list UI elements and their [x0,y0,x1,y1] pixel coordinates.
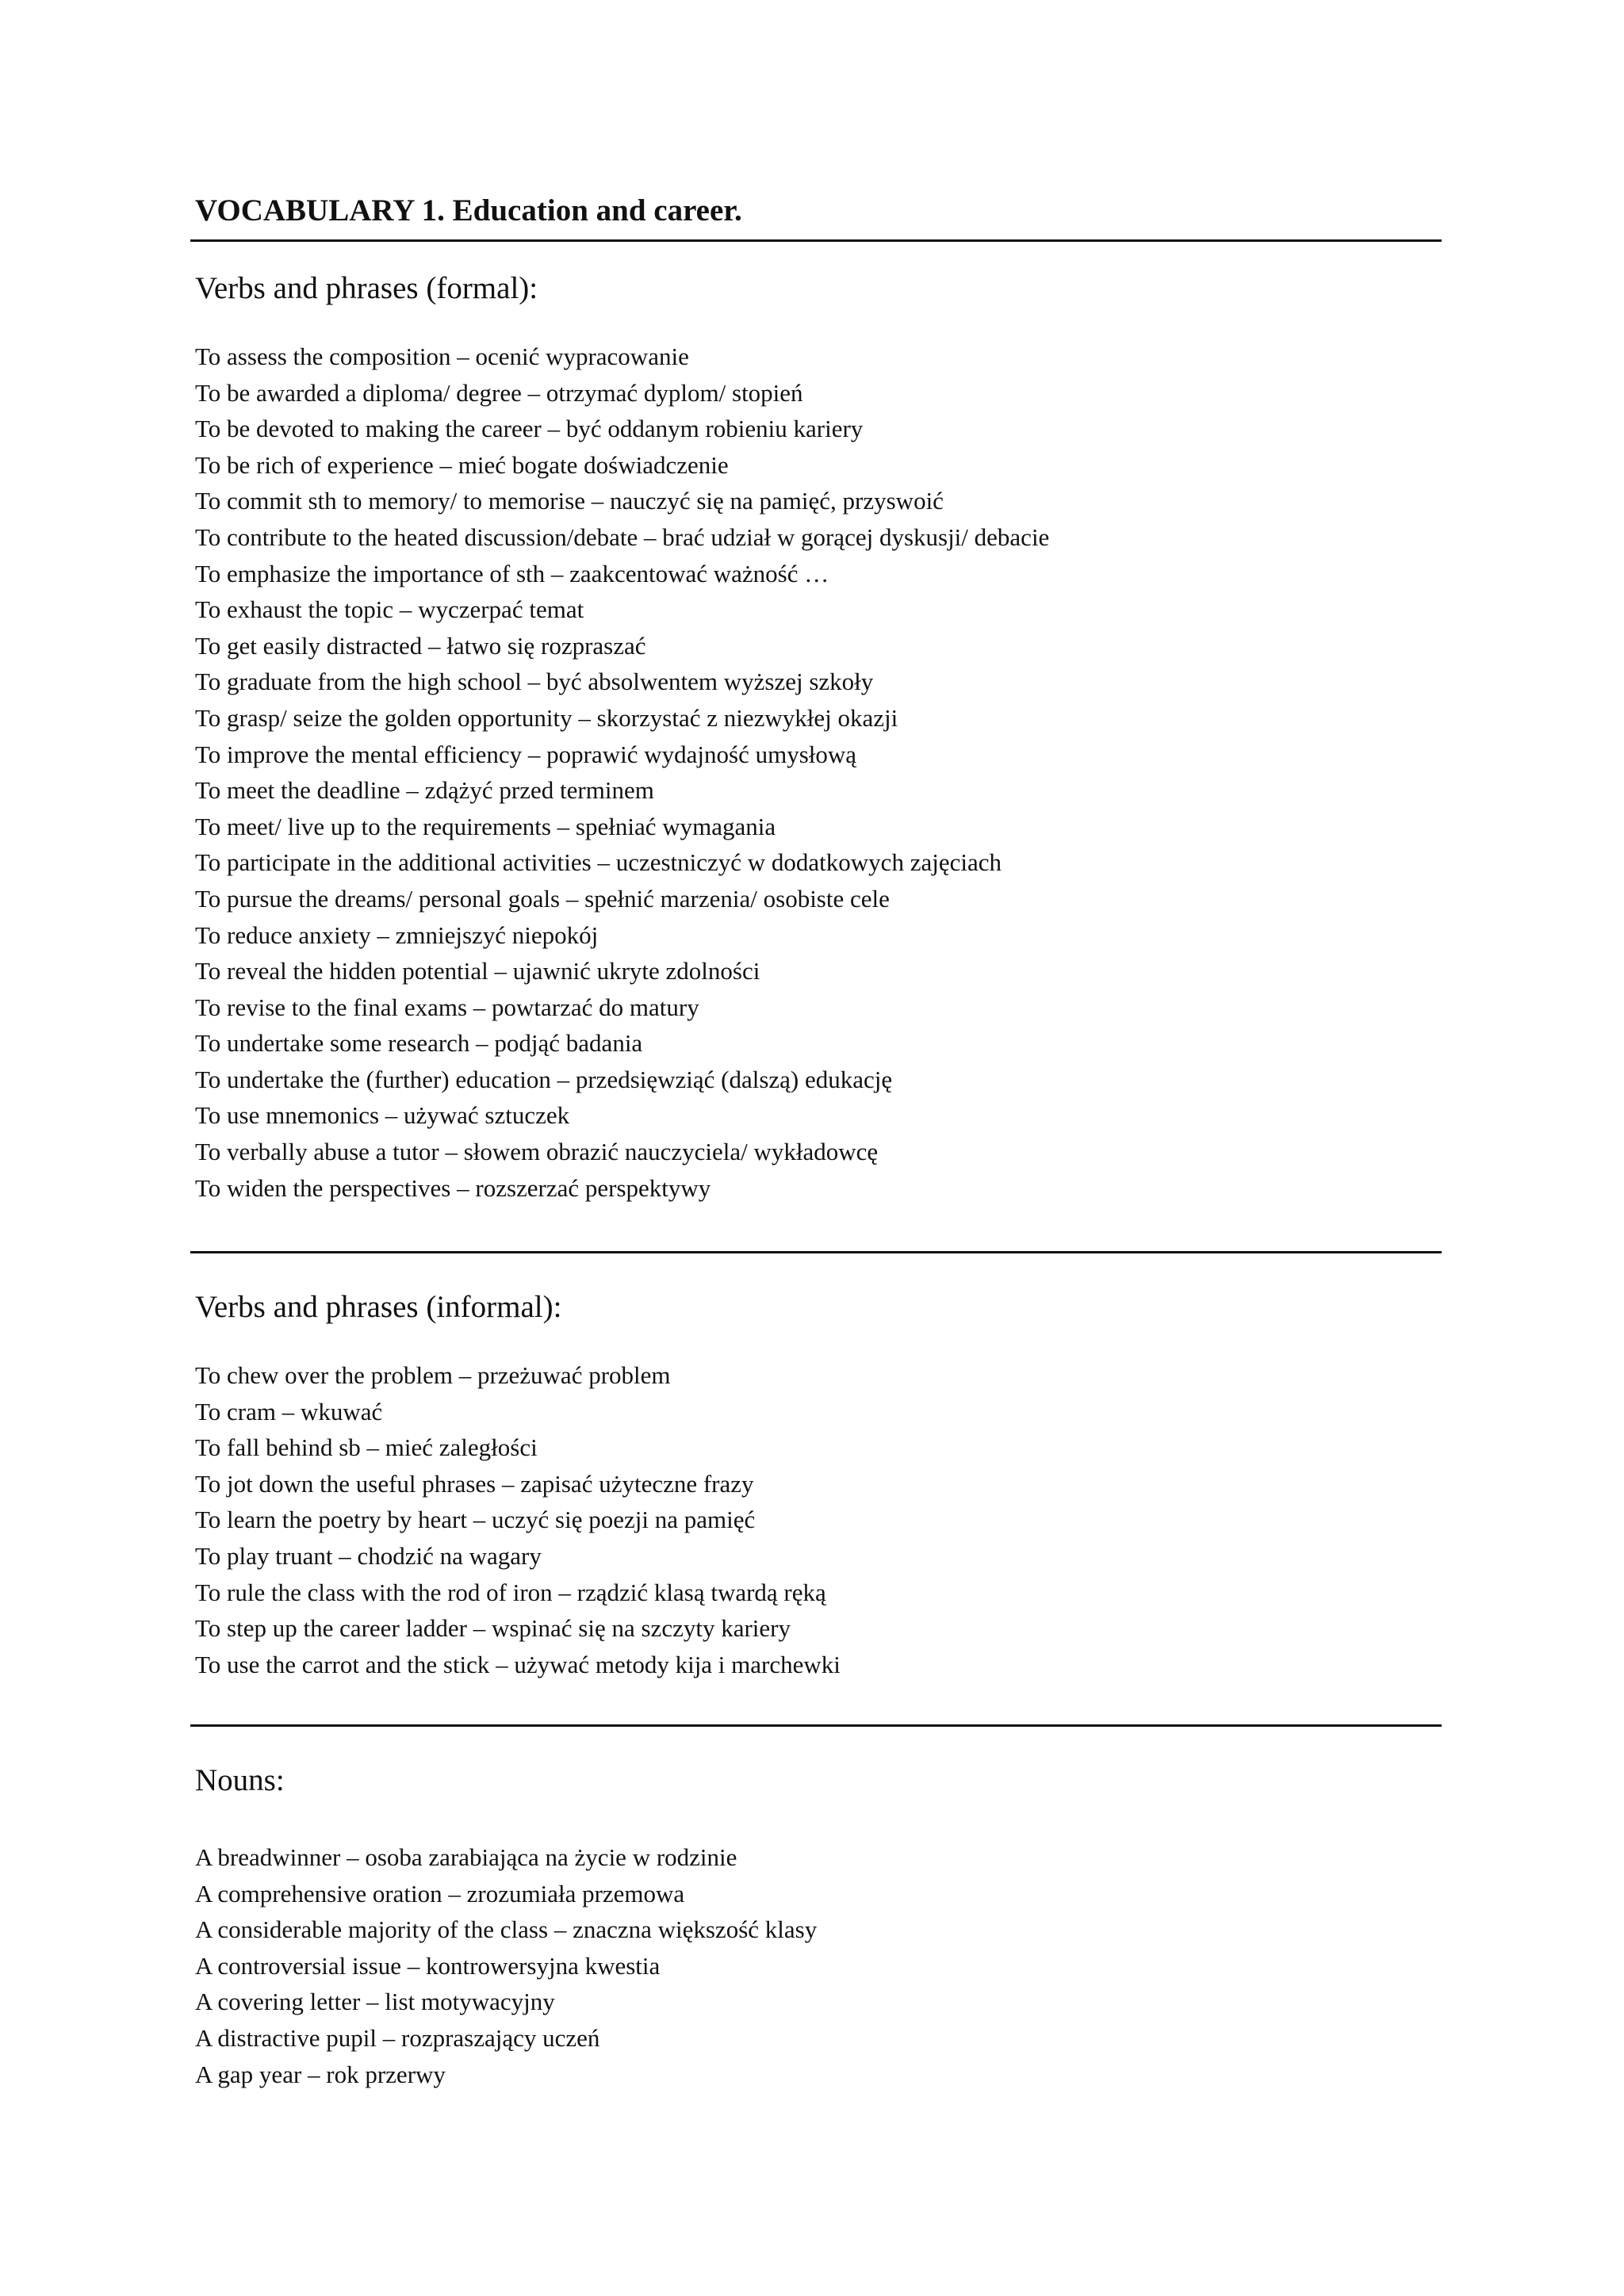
vocabulary-entry: A controversial issue – kontrowersyjna kwestia [195,1951,661,1980]
vocabulary-entry: To meet the deadline – zdążyć przed terminem [195,776,654,805]
title-divider [190,239,1442,242]
vocabulary-entry: A considerable majority of the class – znaczna większość klasy [195,1915,818,1944]
section-heading-nouns: Nouns: [195,1763,285,1797]
vocabulary-entry: To fall behind sb – mieć zaległości [195,1433,538,1462]
vocabulary-entry: To improve the mental efficiency – poprawić wydajność umysłową [195,740,857,768]
vocabulary-entry: To assess the composition – ocenić wypracowanie [195,342,689,370]
vocabulary-entry: To be devoted to making the career – być oddanym robieniu kariery [195,415,864,443]
nouns-list [195,1839,817,2092]
vocabulary-entry: To play truant – chodzić na wagary [195,1541,542,1570]
vocabulary-entry: To undertake some research – podjąć badania [195,1029,643,1058]
vocabulary-entry: To meet/ live up to the requirements – spełniać wymagania [195,812,776,840]
vocabulary-entry: A comprehensive oration – zrozumiała przemowa [195,1879,685,1908]
vocabulary-entry: To use mnemonics – używać sztuczek [195,1101,570,1130]
vocabulary-entry: To participate in the additional activities – uczestniczyć w dodatkowych zajęciach [195,848,1002,877]
vocabulary-entry: To learn the poetry by heart – uczyć się poezji na pamięć [195,1506,756,1534]
formal-verbs-list [195,339,1049,1206]
vocabulary-entry: To exhaust the topic – wyczerpać temat [195,595,584,624]
vocabulary-entry: To reduce anxiety – zmniejszyć niepokój [195,920,599,949]
vocabulary-entry: To rule the class with the rod of iron – rządzić klasą twardą ręką [195,1578,826,1606]
vocabulary-entry: To revise to the final exams – powtarzać do matury [195,993,699,1021]
section-divider [190,1251,1442,1253]
document-title: VOCABULARY 1. Education and career. [195,193,742,228]
vocabulary-entry: To get easily distracted – łatwo się rozpraszać [195,631,646,660]
vocabulary-entry: To contribute to the heated discussion/debate – brać udział w gorącej dyskusji/ debacie [195,522,1050,551]
vocabulary-entry: To undertake the (further) education – przedsięwziąć (dalszą) edukację [195,1065,893,1093]
vocabulary-entry: To commit sth to memory/ to memorise – nauczyć się na pamięć, przyswoić [195,487,944,515]
vocabulary-entry: A distractive pupil – rozpraszający uczeń [195,2023,600,2052]
vocabulary-entry: To be awarded a diploma/ degree – otrzymać dyplom/ stopień [195,378,803,407]
vocabulary-entry: To step up the career ladder – wspinać się na szczyty kariery [195,1614,791,1643]
vocabulary-entry: To graduate from the high school – być absolwentem wyższej szkoły [195,668,874,696]
vocabulary-entry: To reveal the hidden potential – ujawnić ukryte zdolności [195,957,760,985]
vocabulary-entry: To chew over the problem – przeżuwać problem [195,1361,671,1389]
vocabulary-entry: To jot down the useful phrases – zapisać użyteczne frazy [195,1469,754,1498]
vocabulary-entry: To cram – wkuwać [195,1397,383,1425]
vocabulary-entry: To grasp/ seize the golden opportunity – skorzystać z niezwykłej okazji [195,703,898,732]
vocabulary-entry: To be rich of experience – mieć bogate doświadczenie [195,450,729,479]
vocabulary-entry: To emphasize the importance of sth – zaakcentować ważność … [195,559,829,587]
section-heading-informal-verbs: Verbs and phrases (informal): [195,1290,562,1324]
vocabulary-entry: A covering letter – list motywacyjny [195,1988,555,2016]
vocabulary-entry: To pursue the dreams/ personal goals – spełnić marzenia/ osobiste cele [195,884,890,913]
section-divider [190,1724,1442,1727]
vocabulary-entry: To use the carrot and the stick – używać metody kija i marchewki [195,1650,841,1678]
section-heading-formal-verbs: Verbs and phrases (formal): [195,271,538,305]
vocabulary-entry: A breadwinner – osoba zarabiająca na życie w rodzinie [195,1843,737,1871]
vocabulary-entry: To widen the perspectives – rozszerzać perspektywy [195,1173,711,1202]
vocabulary-entry: To verbally abuse a tutor – słowem obrazić nauczyciela/ wykładowcę [195,1138,879,1166]
informal-verbs-list [195,1357,841,1682]
vocabulary-entry: A gap year – rok przerwy [195,2060,446,2088]
